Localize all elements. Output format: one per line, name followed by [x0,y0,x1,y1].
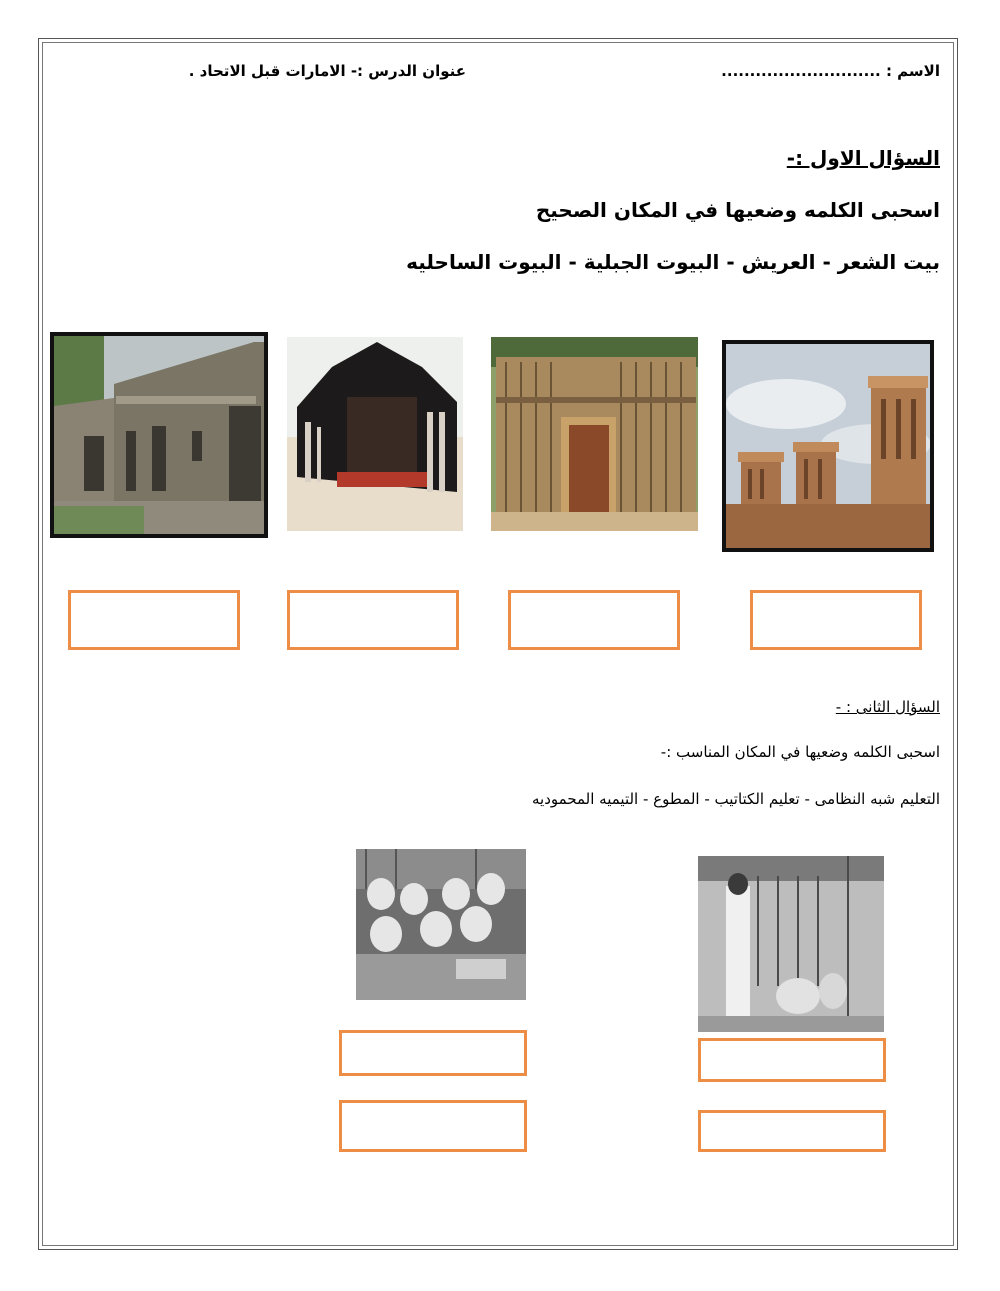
classroom-students-photo [356,849,526,1000]
question1-title: السؤال الاول :- [786,146,940,170]
q2-drop-box-4[interactable] [698,1110,886,1152]
q2-drop-box-1[interactable] [339,1030,527,1076]
bedouin-hair-tent-photo [287,337,463,531]
coastal-windtower-house-photo [722,340,934,552]
q1-drop-box-3[interactable] [508,590,680,650]
question2-word-bank: التعليم شبه النظامى - تعليم الكتاتيب - المطوع - التيميه المحموديه [532,790,940,808]
q2-drop-box-2[interactable] [698,1038,886,1082]
q1-drop-box-2[interactable] [287,590,459,650]
student-name-label: الاسم : ............................ [721,62,940,80]
lesson-title: عنوان الدرس :- الامارات قبل الاتحاد . [188,62,466,80]
mountain-stone-house-photo [50,332,268,538]
palm-frond-arish-hut-photo [491,337,698,531]
question1-word-bank: بيت الشعر - العريش - البيوت الجبلية - البيوت الساحليه [406,250,940,274]
q1-drop-box-1[interactable] [68,590,240,650]
question1-instruction: اسحبى الكلمه وضعيها في المكان الصحيح [535,198,940,222]
q2-drop-box-3[interactable] [339,1100,527,1152]
question2-instruction: اسحبى الكلمه وضعيها في المكان المناسب :- [660,743,940,761]
mutawa-teacher-photo [698,856,884,1032]
q1-drop-box-4[interactable] [750,590,922,650]
question2-title: السؤال الثانى : - [835,698,940,716]
